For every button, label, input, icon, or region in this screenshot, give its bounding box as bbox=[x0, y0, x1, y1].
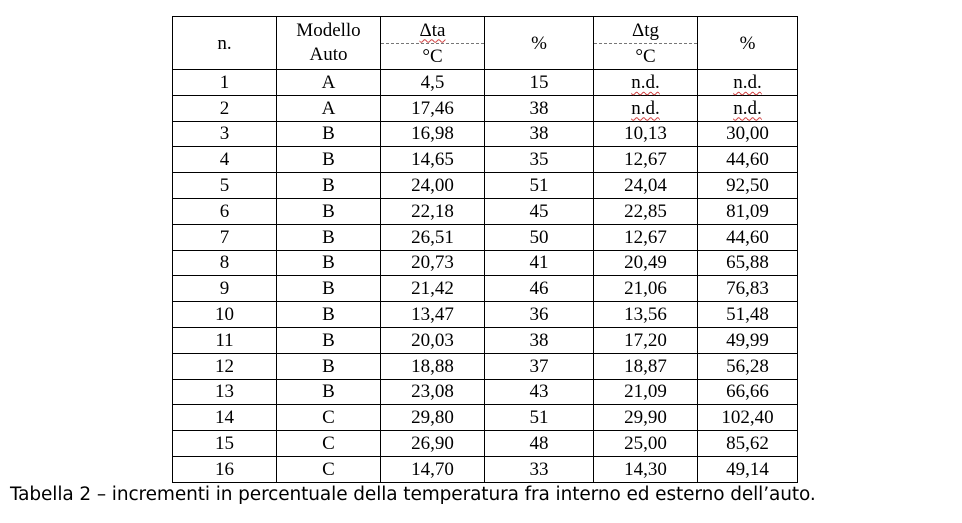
header-model-line2: Auto bbox=[309, 44, 348, 65]
header-percent-2: % bbox=[698, 17, 798, 70]
table-body bbox=[173, 70, 798, 483]
cell-value: 43 bbox=[529, 381, 549, 403]
cell-model bbox=[277, 250, 381, 276]
cell-delta-tg bbox=[594, 353, 698, 379]
cell-value: 24,04 bbox=[624, 175, 667, 197]
cell-percent-1 bbox=[485, 379, 594, 405]
data-table bbox=[172, 16, 798, 483]
cell-delta-tg bbox=[594, 456, 698, 482]
cell-delta-tg bbox=[594, 431, 698, 457]
cell-delta-ta bbox=[381, 456, 485, 482]
cell-value: 24,00 bbox=[411, 175, 454, 197]
cell-value: A bbox=[321, 97, 336, 119]
cell-value: 12 bbox=[215, 355, 234, 377]
cell-value: 26,90 bbox=[411, 433, 454, 455]
cell-n bbox=[173, 302, 277, 328]
cell-value: 56,28 bbox=[726, 355, 769, 377]
cell-delta-ta bbox=[381, 302, 485, 328]
cell-delta-ta bbox=[381, 431, 485, 457]
cell-delta-tg bbox=[594, 95, 698, 121]
header-delta-tg-unit: °C bbox=[594, 44, 698, 70]
cell-value: 44,60 bbox=[726, 226, 769, 248]
cell-value: 85,62 bbox=[726, 433, 769, 455]
cell-value: 66,66 bbox=[726, 381, 769, 403]
cell-value: 51 bbox=[529, 175, 549, 197]
cell-n bbox=[173, 147, 277, 173]
cell-value: 14,70 bbox=[411, 458, 454, 480]
cell-value: 17,46 bbox=[411, 97, 454, 119]
table-row bbox=[173, 431, 798, 457]
cell-percent-2 bbox=[698, 327, 798, 353]
cell-percent-2 bbox=[698, 250, 798, 276]
table-row bbox=[173, 276, 798, 302]
cell-percent-1 bbox=[485, 276, 594, 302]
cell-model bbox=[277, 147, 381, 173]
header-delta-tg-label: Δtg bbox=[632, 19, 659, 41]
cell-value: C bbox=[322, 433, 335, 455]
cell-value: 12,67 bbox=[624, 226, 667, 248]
table-row bbox=[173, 198, 798, 224]
cell-delta-tg bbox=[594, 70, 698, 96]
cell-value: 8 bbox=[219, 252, 230, 274]
cell-percent-1 bbox=[485, 121, 594, 147]
cell-n bbox=[173, 431, 277, 457]
cell-value: 15 bbox=[529, 71, 549, 93]
table-row bbox=[173, 405, 798, 431]
cell-value: 30,00 bbox=[726, 123, 769, 145]
cell-percent-2 bbox=[698, 173, 798, 199]
table-caption: Tabella 2 – incrementi in percentuale della temperatura fra interno ed esterno dell’auto. bbox=[10, 484, 816, 505]
cell-percent-2 bbox=[698, 405, 798, 431]
cell-value: B bbox=[322, 278, 335, 300]
header-delta-tg bbox=[594, 17, 698, 44]
cell-value: 13,56 bbox=[624, 304, 667, 326]
cell-value: B bbox=[322, 355, 335, 377]
cell-percent-1 bbox=[485, 431, 594, 457]
cell-value: 18,87 bbox=[624, 355, 667, 377]
cell-value: 16,98 bbox=[411, 123, 454, 145]
cell-value: 65,88 bbox=[726, 252, 769, 274]
cell-value: n.d. bbox=[733, 97, 762, 119]
cell-percent-2 bbox=[698, 276, 798, 302]
cell-value: 6 bbox=[219, 200, 230, 222]
cell-value: 4,5 bbox=[420, 71, 445, 93]
cell-value: B bbox=[322, 329, 335, 351]
cell-value: 41 bbox=[529, 252, 549, 274]
cell-value: 10,13 bbox=[624, 123, 667, 145]
cell-model bbox=[277, 224, 381, 250]
cell-percent-2 bbox=[698, 456, 798, 482]
cell-value: A bbox=[321, 71, 336, 93]
cell-percent-2 bbox=[698, 431, 798, 457]
cell-delta-tg bbox=[594, 379, 698, 405]
cell-value: B bbox=[322, 304, 335, 326]
cell-value: 22,85 bbox=[624, 200, 667, 222]
cell-value: C bbox=[322, 407, 335, 429]
cell-model bbox=[277, 379, 381, 405]
cell-percent-2 bbox=[698, 198, 798, 224]
cell-model bbox=[277, 95, 381, 121]
cell-model bbox=[277, 70, 381, 96]
cell-delta-ta bbox=[381, 224, 485, 250]
cell-delta-tg bbox=[594, 198, 698, 224]
cell-percent-1 bbox=[485, 327, 594, 353]
cell-delta-ta bbox=[381, 121, 485, 147]
cell-delta-ta bbox=[381, 327, 485, 353]
cell-delta-ta bbox=[381, 405, 485, 431]
cell-delta-tg bbox=[594, 224, 698, 250]
cell-value: 4 bbox=[219, 149, 230, 171]
cell-delta-ta bbox=[381, 70, 485, 96]
cell-percent-2 bbox=[698, 95, 798, 121]
cell-value: 5 bbox=[219, 175, 230, 197]
cell-value: B bbox=[322, 200, 335, 222]
cell-percent-2 bbox=[698, 302, 798, 328]
header-percent-1: % bbox=[485, 17, 594, 70]
cell-model bbox=[277, 456, 381, 482]
cell-value: 16 bbox=[215, 458, 234, 480]
cell-value: 76,83 bbox=[726, 278, 769, 300]
cell-value: n.d. bbox=[631, 71, 660, 93]
cell-n bbox=[173, 379, 277, 405]
cell-percent-1 bbox=[485, 147, 594, 173]
cell-n bbox=[173, 327, 277, 353]
cell-delta-tg bbox=[594, 147, 698, 173]
cell-n bbox=[173, 121, 277, 147]
cell-value: 37 bbox=[529, 355, 549, 377]
cell-value: C bbox=[322, 458, 335, 480]
cell-value: B bbox=[322, 123, 335, 145]
cell-value: 26,51 bbox=[411, 226, 454, 248]
table-row bbox=[173, 250, 798, 276]
table-row bbox=[173, 95, 798, 121]
cell-value: 33 bbox=[529, 458, 549, 480]
cell-value: 1 bbox=[219, 71, 230, 93]
cell-value: B bbox=[322, 381, 335, 403]
cell-value: B bbox=[322, 226, 335, 248]
header-delta-ta bbox=[381, 17, 485, 44]
cell-value: 36 bbox=[529, 304, 549, 326]
cell-percent-2 bbox=[698, 147, 798, 173]
cell-model bbox=[277, 302, 381, 328]
cell-delta-tg bbox=[594, 405, 698, 431]
cell-delta-ta bbox=[381, 379, 485, 405]
cell-value: 20,73 bbox=[411, 252, 454, 274]
cell-percent-1 bbox=[485, 95, 594, 121]
cell-percent-1 bbox=[485, 302, 594, 328]
header-model-line1: Modello bbox=[296, 20, 361, 42]
cell-value: 12,67 bbox=[624, 149, 667, 171]
cell-delta-ta bbox=[381, 276, 485, 302]
cell-delta-ta bbox=[381, 95, 485, 121]
cell-delta-tg bbox=[594, 173, 698, 199]
cell-value: 14,65 bbox=[411, 149, 454, 171]
cell-n bbox=[173, 224, 277, 250]
cell-n bbox=[173, 250, 277, 276]
cell-model bbox=[277, 327, 381, 353]
cell-value: 38 bbox=[529, 97, 549, 119]
cell-model bbox=[277, 276, 381, 302]
cell-value: 29,90 bbox=[624, 407, 667, 429]
cell-percent-1 bbox=[485, 198, 594, 224]
cell-percent-1 bbox=[485, 70, 594, 96]
cell-delta-tg bbox=[594, 302, 698, 328]
cell-value: 38 bbox=[529, 329, 549, 351]
cell-delta-ta bbox=[381, 147, 485, 173]
cell-value: 44,60 bbox=[726, 149, 769, 171]
cell-value: 38 bbox=[529, 123, 549, 145]
header-delta-ta-unit: °C bbox=[381, 44, 485, 70]
cell-value: 18,88 bbox=[411, 355, 454, 377]
cell-value: 45 bbox=[529, 200, 549, 222]
cell-delta-tg bbox=[594, 250, 698, 276]
cell-value: 21,09 bbox=[624, 381, 667, 403]
cell-value: 49,14 bbox=[726, 458, 769, 480]
cell-n bbox=[173, 70, 277, 96]
header-n: n. bbox=[173, 17, 277, 70]
cell-n bbox=[173, 276, 277, 302]
cell-n bbox=[173, 405, 277, 431]
table-row bbox=[173, 70, 798, 96]
cell-value: n.d. bbox=[733, 71, 762, 93]
table-row bbox=[173, 147, 798, 173]
table-row bbox=[173, 327, 798, 353]
cell-delta-ta bbox=[381, 173, 485, 199]
cell-value: 81,09 bbox=[726, 200, 769, 222]
cell-value: 22,18 bbox=[411, 200, 454, 222]
cell-value: 11 bbox=[215, 329, 234, 351]
cell-value: 21,06 bbox=[624, 278, 667, 300]
cell-value: 20,49 bbox=[624, 252, 667, 274]
header-delta-ta-label: Δta bbox=[419, 19, 446, 41]
cell-model bbox=[277, 431, 381, 457]
table-row bbox=[173, 302, 798, 328]
cell-value: 3 bbox=[219, 123, 230, 145]
table-header bbox=[173, 17, 798, 70]
cell-percent-1 bbox=[485, 250, 594, 276]
header-model bbox=[277, 17, 381, 70]
cell-percent-2 bbox=[698, 121, 798, 147]
table-row bbox=[173, 456, 798, 482]
cell-percent-1 bbox=[485, 456, 594, 482]
cell-value: 25,00 bbox=[624, 433, 667, 455]
cell-value: 21,42 bbox=[411, 278, 454, 300]
cell-delta-tg bbox=[594, 276, 698, 302]
cell-model bbox=[277, 353, 381, 379]
cell-value: 13 bbox=[215, 381, 234, 403]
cell-delta-ta bbox=[381, 198, 485, 224]
cell-percent-1 bbox=[485, 173, 594, 199]
table-row bbox=[173, 379, 798, 405]
cell-delta-ta bbox=[381, 353, 485, 379]
cell-value: 10 bbox=[215, 304, 234, 326]
cell-value: 7 bbox=[219, 226, 230, 248]
cell-n bbox=[173, 456, 277, 482]
table-row bbox=[173, 224, 798, 250]
cell-value: 17,20 bbox=[624, 329, 667, 351]
cell-percent-2 bbox=[698, 379, 798, 405]
cell-percent-1 bbox=[485, 405, 594, 431]
table-row bbox=[173, 121, 798, 147]
cell-percent-1 bbox=[485, 224, 594, 250]
cell-value: B bbox=[322, 252, 335, 274]
cell-n bbox=[173, 353, 277, 379]
cell-n bbox=[173, 95, 277, 121]
cell-value: 2 bbox=[219, 97, 230, 119]
cell-value: 9 bbox=[219, 278, 230, 300]
cell-value: B bbox=[322, 149, 335, 171]
cell-value: 102,40 bbox=[721, 407, 774, 429]
cell-value: 46 bbox=[529, 278, 549, 300]
cell-value: 14 bbox=[215, 407, 234, 429]
table-row bbox=[173, 173, 798, 199]
cell-value: 23,08 bbox=[411, 381, 454, 403]
cell-delta-tg bbox=[594, 121, 698, 147]
table-row bbox=[173, 353, 798, 379]
cell-model bbox=[277, 121, 381, 147]
cell-value: 13,47 bbox=[411, 304, 454, 326]
cell-model bbox=[277, 198, 381, 224]
cell-value: B bbox=[322, 175, 335, 197]
cell-value: 14,30 bbox=[624, 458, 667, 480]
cell-value: 51 bbox=[529, 407, 549, 429]
cell-n bbox=[173, 198, 277, 224]
cell-value: 35 bbox=[529, 149, 549, 171]
cell-value: 29,80 bbox=[411, 407, 454, 429]
cell-value: 51,48 bbox=[726, 304, 769, 326]
cell-delta-tg bbox=[594, 327, 698, 353]
cell-percent-1 bbox=[485, 353, 594, 379]
cell-percent-2 bbox=[698, 70, 798, 96]
cell-value: 92,50 bbox=[726, 175, 769, 197]
cell-value: 48 bbox=[529, 433, 549, 455]
cell-value: 50 bbox=[529, 226, 549, 248]
cell-value: n.d. bbox=[631, 97, 660, 119]
cell-value: 49,99 bbox=[726, 329, 769, 351]
cell-model bbox=[277, 405, 381, 431]
cell-percent-2 bbox=[698, 224, 798, 250]
cell-value: 15 bbox=[215, 433, 234, 455]
cell-model bbox=[277, 173, 381, 199]
cell-n bbox=[173, 173, 277, 199]
cell-percent-2 bbox=[698, 353, 798, 379]
cell-value: 20,03 bbox=[411, 329, 454, 351]
cell-delta-ta bbox=[381, 250, 485, 276]
